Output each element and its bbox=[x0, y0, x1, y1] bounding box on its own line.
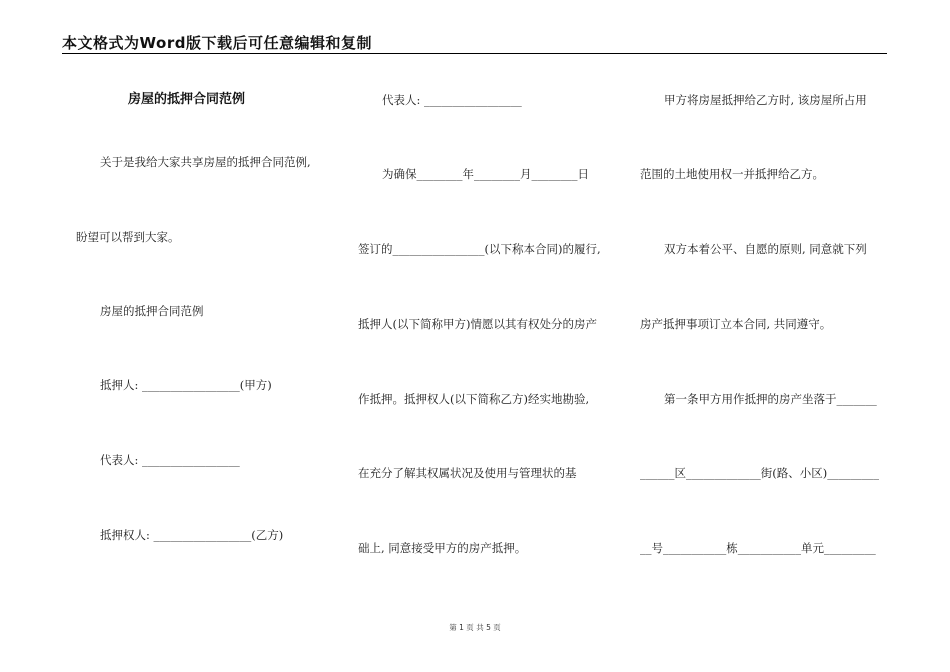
inspection-line: 作抵押。抵押权人(以下简称乙方)经实地勘验, bbox=[358, 392, 590, 406]
contract-ref-line: 签订的________________(以下称本合同)的履行, bbox=[358, 242, 601, 256]
contract-title: 房屋的抵押合同范例 bbox=[128, 92, 246, 107]
date-line: 为确保________年________月________日 bbox=[382, 167, 589, 181]
address-line-1: ______区_____________街(路、小区)_________ bbox=[640, 466, 879, 480]
representative-line-2: 代表人: _________________ bbox=[382, 93, 522, 107]
section-heading: 房屋的抵押合同范例 bbox=[100, 304, 204, 318]
address-line-2: __号___________栋___________单元_________ bbox=[640, 541, 876, 555]
representative-line: 代表人: _________________ bbox=[100, 453, 240, 467]
agreement-line: 房产抵押事项订立本合同, 共同遵守。 bbox=[640, 317, 832, 331]
principle-line: 双方本着公平、自愿的原则, 同意就下列 bbox=[664, 242, 867, 256]
mortgagor-line: 抵押人: _________________(甲方) bbox=[100, 378, 272, 392]
header-rule bbox=[62, 53, 887, 54]
mortgagee-line: 抵押权人: _________________(乙方) bbox=[100, 528, 284, 542]
page-number: 第 1 页 共 5 页 bbox=[449, 623, 501, 632]
mortgagor-intent-line: 抵押人(以下简称甲方)情愿以其有权处分的房产 bbox=[358, 317, 597, 331]
understanding-line: 在充分了解其权属状况及使用与管理状的基 bbox=[358, 466, 577, 480]
document-header-title: 本文格式为Word版下载后可任意编辑和复制 bbox=[62, 34, 372, 52]
land-use-line-1: 甲方将房屋抵押给乙方时, 该房屋所占用 bbox=[664, 93, 867, 107]
land-use-line-2: 范围的土地使用权一并抵押给乙方。 bbox=[640, 167, 824, 181]
article-1-line: 第一条甲方用作抵押的房产坐落于_______ bbox=[664, 392, 877, 406]
intro-line-2: 盼望可以帮到大家。 bbox=[76, 230, 180, 244]
acceptance-line: 础上, 同意接受甲方的房产抵押。 bbox=[358, 541, 527, 555]
intro-line-1: 关于是我给大家共享房屋的抵押合同范例, bbox=[100, 155, 311, 169]
